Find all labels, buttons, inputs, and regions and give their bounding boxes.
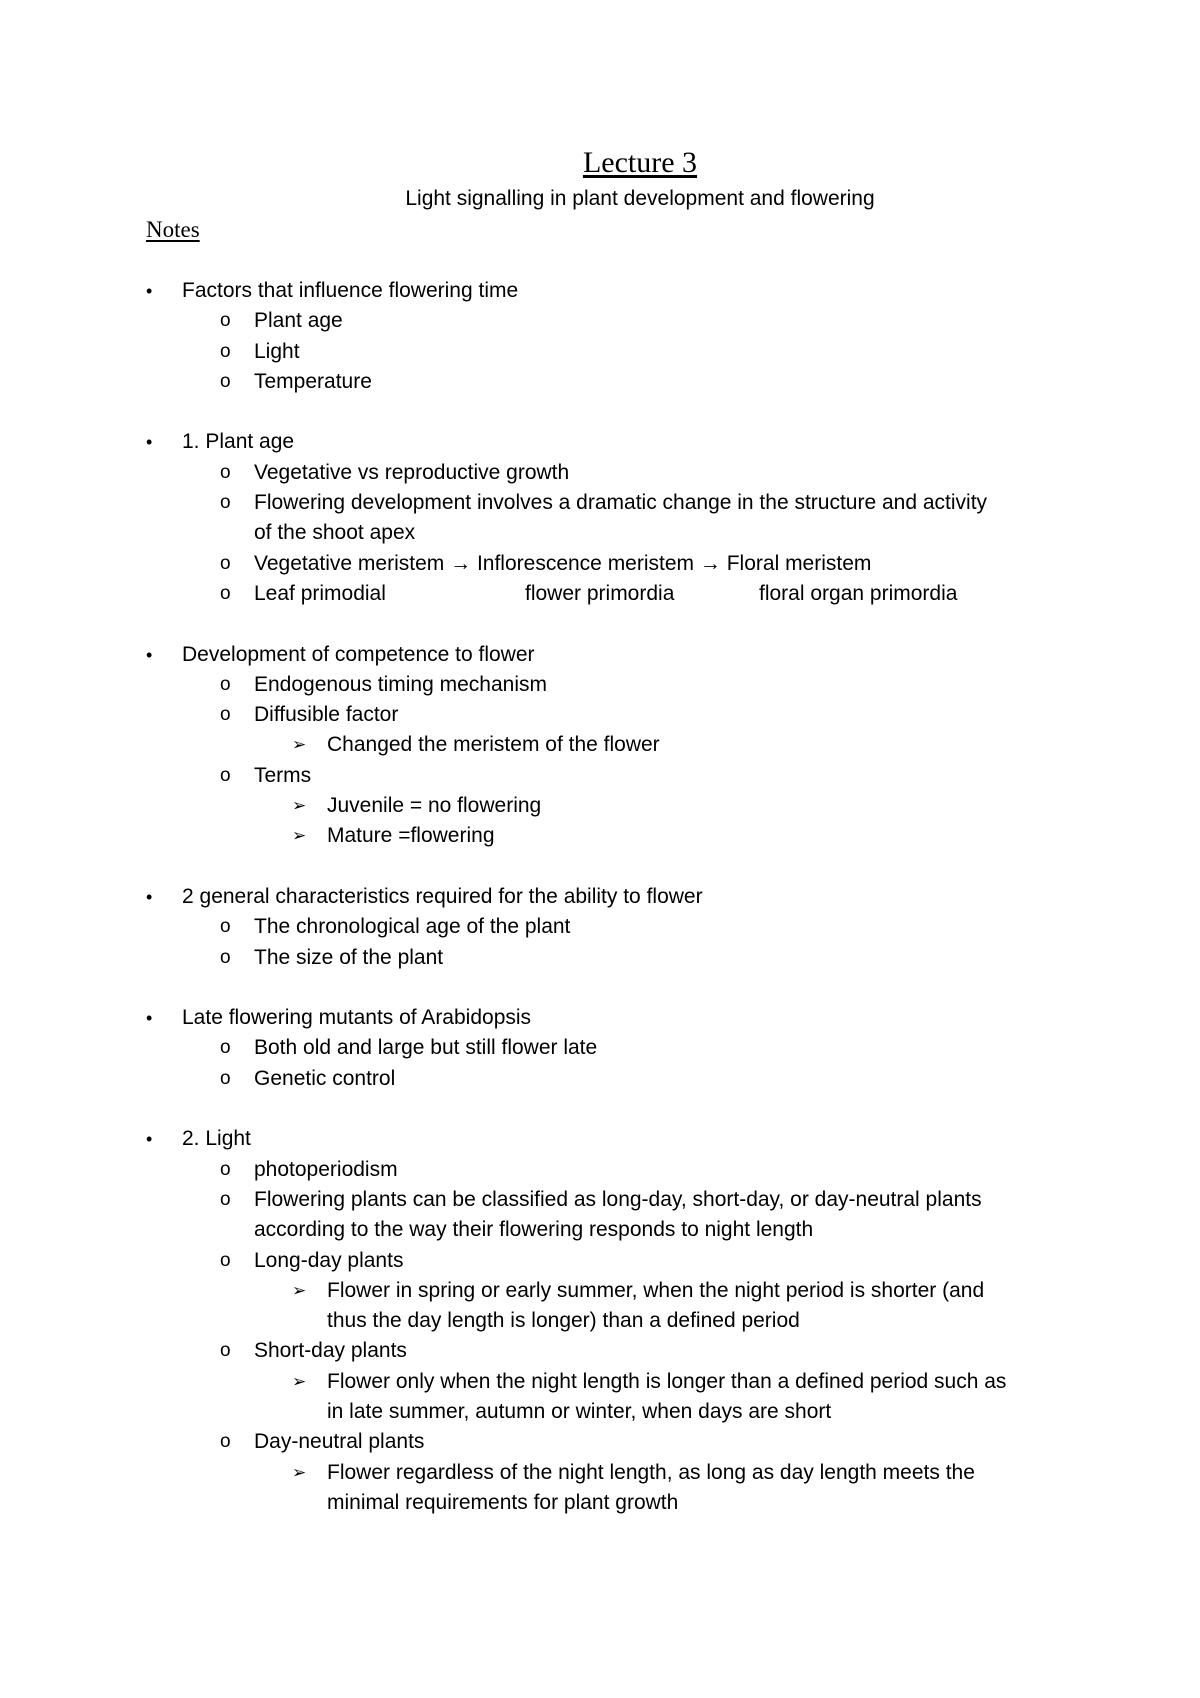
sub-bullet-icon: o (220, 582, 231, 604)
list-item-text: Plant age (254, 309, 343, 333)
list-item-text: Terms (254, 763, 312, 787)
list-item (0, 458, 1200, 488)
list-item-text: Flower regardless of the night length, as long as day length meets the (327, 1460, 975, 1484)
bullet-icon: • (146, 886, 153, 907)
sub-bullet-icon: o (220, 916, 231, 938)
list-item-text: thus the day length is longer) than a defined period (327, 1309, 800, 1333)
list-item-text: Mature =flowering (327, 824, 495, 848)
page-subtitle: Light signalling in plant development and flowering (405, 187, 875, 210)
sub-bullet-icon: o (220, 1249, 231, 1271)
list-item-text: photoperiodism (254, 1157, 398, 1181)
sub-bullet-icon: o (220, 310, 231, 332)
sub-bullet-icon: o (220, 552, 231, 574)
sub-bullet-icon: o (220, 461, 231, 483)
list-item (0, 761, 1200, 791)
section-heading: Factors that influence flowering time (182, 279, 519, 302)
list-item-text: Changed the meristem of the flower (327, 733, 660, 757)
list-item (0, 882, 1200, 912)
list-item-text: The chronological age of the plant (254, 915, 571, 939)
bullet-icon: • (146, 644, 153, 665)
list-item-text: Day-neutral plants (254, 1430, 425, 1454)
sub-bullet-icon: o (220, 1340, 231, 1362)
bullet-icon: • (146, 1008, 153, 1029)
primordia-label: flower primordia (525, 581, 675, 605)
list-item (0, 730, 1200, 760)
list-item-text: Juvenile = no flowering (327, 794, 542, 818)
list-item (0, 821, 1200, 851)
sub-bullet-icon: o (220, 1067, 231, 1089)
meristem-sequence (254, 549, 871, 579)
sub-bullet-icon: o (220, 946, 231, 968)
list-item-text: of the shoot apex (254, 521, 416, 545)
sub-bullet-icon: o (220, 704, 231, 726)
list-item (0, 791, 1200, 821)
arrow-bullet-icon: ➢ (292, 1371, 307, 1391)
list-item (0, 943, 1200, 973)
list-item-text: according to the way their flowering responds to night length (254, 1218, 814, 1242)
list-item-text: Short-day plants (254, 1339, 407, 1363)
notes-heading: Notes (146, 217, 200, 242)
notes-content (0, 276, 1200, 1518)
arrow-bullet-icon: ➢ (292, 796, 307, 816)
list-item (0, 306, 1200, 336)
sequence-step: Floral meristem (726, 551, 872, 575)
sub-bullet-icon: o (220, 764, 231, 786)
list-item-text: Both old and large but still flower late (254, 1036, 598, 1060)
bullet-icon: • (146, 432, 153, 453)
list-item (0, 1003, 1200, 1033)
list-item (0, 1246, 1200, 1276)
list-item (0, 1458, 1200, 1488)
list-item-continuation (0, 1397, 1200, 1427)
list-item-continuation (0, 518, 1200, 548)
list-item-text: Light (254, 339, 300, 363)
list-item (0, 1276, 1200, 1306)
sub-bullet-icon: o (220, 1158, 231, 1180)
bullet-icon: • (146, 1129, 153, 1150)
list-item (0, 1367, 1200, 1397)
section-heading: Late flowering mutants of Arabidopsis (182, 1006, 532, 1030)
section-heading: 2 general characteristics required for the ability to flower (182, 884, 703, 908)
list-item (0, 367, 1200, 397)
list-item (0, 1064, 1200, 1094)
list-item-text: Temperature (254, 369, 372, 393)
list-item-continuation (0, 1306, 1200, 1336)
list-item (0, 912, 1200, 942)
section-heading: 2. Light (182, 1127, 251, 1151)
list-item (0, 670, 1200, 700)
list-item-text: minimal requirements for plant growth (327, 1490, 679, 1514)
list-item (0, 549, 1200, 579)
list-item (0, 1427, 1200, 1457)
list-item (0, 488, 1200, 518)
list-item-text: Vegetative vs reproductive growth (254, 460, 570, 484)
list-item-continuation (0, 1488, 1200, 1518)
list-item-text: Diffusible factor (254, 703, 399, 727)
list-item (0, 1033, 1200, 1063)
list-item (0, 427, 1200, 457)
list-item-text: Genetic control (254, 1066, 396, 1090)
list-item (0, 1155, 1200, 1185)
arrow-icon: → (699, 551, 721, 575)
list-item (0, 276, 1200, 306)
sub-bullet-icon: o (220, 340, 231, 362)
sub-bullet-icon: o (220, 1188, 231, 1210)
list-item (0, 1124, 1200, 1154)
list-item-text: Long-day plants (254, 1248, 404, 1272)
sub-bullet-icon: o (220, 492, 231, 514)
list-item-text: Flowering plants can be classified as long-day, short-day, or day-neutral plants (254, 1187, 982, 1211)
bullet-icon: • (146, 281, 153, 301)
sub-bullet-icon: o (220, 370, 231, 392)
arrow-bullet-icon: ➢ (292, 1280, 307, 1300)
section-heading: 1. Plant age (182, 430, 295, 454)
list-item (0, 1336, 1200, 1366)
page-title: Lecture 3 (582, 146, 698, 179)
arrow-bullet-icon: ➢ (292, 1462, 307, 1482)
primordia-label: floral organ primordia (759, 581, 958, 605)
sub-bullet-icon: o (220, 1037, 231, 1059)
section-heading: Development of competence to flower (182, 642, 535, 666)
list-item (0, 700, 1200, 730)
list-item (0, 640, 1200, 670)
list-item (0, 337, 1200, 367)
sub-bullet-icon: o (220, 673, 231, 695)
list-item-text: Endogenous timing mechanism (254, 672, 547, 696)
list-item-text: Flower in spring or early summer, when the night period is shorter (and (327, 1278, 985, 1302)
list-item-text: in late summer, autumn or winter, when days are short (327, 1399, 832, 1423)
list-item-text: Flower only when the night length is longer than a defined period such as (327, 1369, 1007, 1393)
sub-bullet-icon: o (220, 1431, 231, 1453)
arrow-bullet-icon: ➢ (292, 826, 307, 846)
primordia-label: Leaf primodial (254, 581, 386, 605)
sequence-step: Inflorescence meristem (476, 551, 695, 575)
list-item-text: Flowering development involves a dramatic change in the structure and activity (254, 491, 988, 515)
list-item (0, 1185, 1200, 1215)
list-item-continuation (0, 1215, 1200, 1245)
list-item (0, 579, 1200, 609)
arrow-icon: → (450, 551, 472, 575)
list-item-text: The size of the plant (254, 945, 444, 969)
arrow-bullet-icon: ➢ (292, 735, 307, 755)
sequence-step: Vegetative meristem (254, 551, 445, 575)
